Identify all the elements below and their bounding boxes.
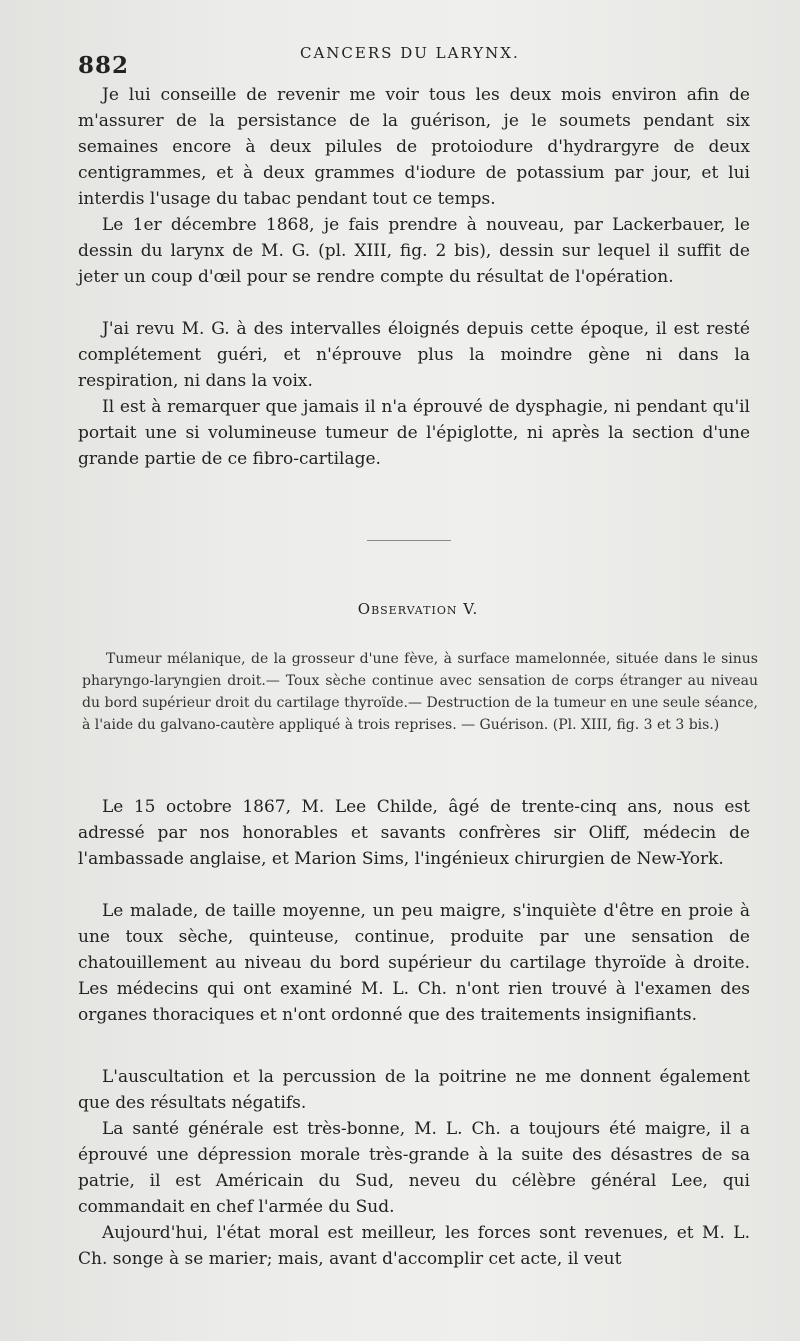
observation-summary: Tumeur mélanique, de la grosseur d'une fève, à surface mamelonnée, située dans le sinus pharyngo-laryngien droit.— Toux sèche continue avec sensation de corps étranger au niveau du bord supérieur droit du cartilage thyroïde.— Destruction de la tumeur en une seule séance, à l'aide du galvano-cautère appliqué à trois reprises. — Guérison. (Pl. XIII, fig. 3 et 3 bis.) — [82, 651, 758, 733]
running-title: CANCERS DU LARYNX. — [300, 44, 520, 62]
paragraph-dysphagia-note: Il est à remarquer que jamais il n'a éprouvé de dysphagie, ni pendant qu'il portait une si volumineuse tumeur de l'épiglotte, ni après la section d'une grande partie de ce fibro-cartilage. — [78, 397, 750, 469]
paragraph-marriage: Aujourd'hui, l'état moral est meilleur, les forces sont revenues, et M. L. Ch. songe à se marier; mais, avant d'accomplir cet acte, il veut — [78, 1223, 750, 1269]
page-header — [78, 44, 758, 84]
paragraph-auscultation: L'auscultation et la percussion de la poitrine ne me donnent également que des résultats négatifs. — [78, 1067, 750, 1113]
paragraph-followup-advice: Je lui conseille de revenir me voir tous les deux mois environ afin de m'assurer de la persistance de la guérison, je le soumets pendant six semaines encore à deux pilules de protoiodure d'hydrargyre de deux centigrammes, et à deux grammes d'iodure de potassium par jour, et lui interdis l'usage du tabac pendant tout ce temps. — [78, 85, 750, 209]
paragraph-drawing-date: Le 1er décembre 1868, je fais prendre à nouveau, par Lackerbauer, le dessin du larynx de M. G. (pl. XIII, fig. 2 bis), dessin sur lequel il suffit de jeter un coup d'œil pour se rendre compte du résultat de l'opération. — [78, 215, 750, 287]
page-number: 882 — [78, 52, 130, 79]
paragraph-patient-intro: Le 15 octobre 1867, M. Lee Childe, âgé de trente-cinq ans, nous est adressé par nos honorables et savants confrères sir Oliff, médecin de l'ambassade anglaise, et Marion Sims, l'ingénieux chirurgien de New-York. — [78, 797, 750, 869]
paragraph-general-health: La santé générale est très-bonne, M. L. Ch. a toujours été maigre, il a éprouvé une dépression morale très-grande à la suite des désastres de sa patrie, il est Américain du Sud, neveu du célèbre général Lee, qui commandait en chef l'armée du Sud. — [78, 1119, 750, 1217]
paragraph-symptoms: Le malade, de taille moyenne, un peu maigre, s'inquiète d'être en proie à une toux sèche, quinteuse, continue, produite par une sensation de chatouillement au niveau du bord supérieur du cartilage thyroïde à droite. Les médecins qui ont examiné M. L. Ch. n'ont rien trouvé à l'examen des organes thoraciques et n'ont ordonné que des traitements insignifiants. — [78, 901, 750, 1025]
paragraph-revisit: J'ai revu M. G. à des intervalles éloignés depuis cette époque, il est resté complétement guéri, et n'éprouve plus la moindre gène ni dans la respiration, ni dans la voix. — [78, 319, 750, 391]
observation-title: Observation V. — [357, 600, 479, 618]
section-divider — [367, 540, 451, 541]
